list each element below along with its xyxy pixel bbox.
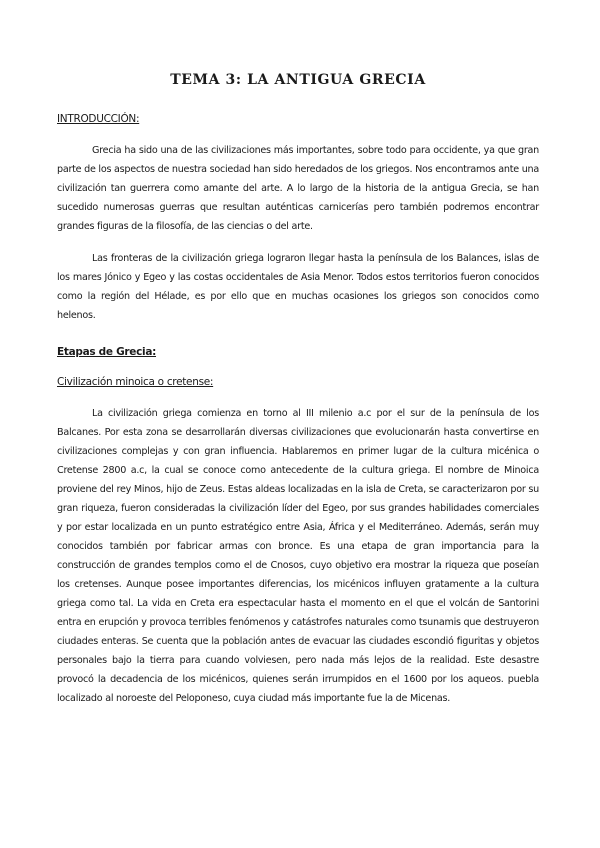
- intro-heading: INTRODUCCIÓN:: [57, 113, 140, 125]
- page-title: TEMA 3: LA ANTIGUA GRECIA: [170, 72, 426, 88]
- minoan-heading: Civilización minoica o cretense:: [57, 376, 214, 388]
- minoan-paragraph: La civilización griega comienza en torno al III milenio a.c por el sur de la península de los Balcanes. Por esta zona se desarrollarán diversas civilizaciones que evolucionarán hasta convertirse en civilizaciones complejas y con gran influencia. Hablaremos en primer lugar de la cultura micénica o Cretense 2800 a.c, la cual se conoce como antecedente de la cultura griega. El nombre de Minoica proviene del rey Minos, hijo de Zeus. Estas aldeas localizadas en la isla de Creta, se caracterizaron por su gran riqueza, fueron consideradas la civilización líder del Egeo, por sus grandes habilidades comerciales y por estar localizada en un punto estratégico entre Asia, África y el Mediterráneo. Además, serán muy conocidos también por fabricar armas con bronce. Es una etapa de gran importancia para la construcción de grandes templos como el de Cnosos, cuyo objetivo era mostrar la riqueza que poseían los cretenses. Aunque posee importantes diferencias, los micénicos influyen gratamente a la cultura griega como tal. La vida en Creta era espectacular hasta el momento en el que el volcán de Santorini entra en erupción y provoca terribles fenómenos y catástrofes naturales como tsunamis que destruyeron ciudades enteras. Se cuenta que la población antes de evacuar las ciudades escondió figuritas y objetos personales bajo la tierra para cuando volviesen, pero nada más lejos de la realidad. Este desastre provocó la decadencia de los micénicos, quienes serán irrumpidos en el 1600 por los aqueos. puebla localizado al noroeste del Peloponeso, cuya ciudad más importante fue la de Micenas.: [57, 408, 539, 704]
- intro-paragraph-1: Grecia ha sido una de las civilizaciones más importantes, sobre todo para occidente, ya que gran parte de los aspectos de nuestra sociedad han sido heredados de los griegos. Nos encontramos ante una civilización tan guerrera como amante del arte. A lo largo de la historia de la antigua Grecia, se han sucedido numerosas guerras que resultan auténticas carnicerías pero también podremos encontrar grandes figuras de la filosofía, de las ciencias o del arte.: [57, 145, 539, 232]
- intro-paragraph-2: Las fronteras de la civilización griega lograron llegar hasta la península de los Balances, islas de los mares Jónico y Egeo y las costas occidentales de Asia Menor. Todos estos territorios fueron conocidos como la región del Hélade, es por ello que en muchas ocasiones los griegos son conocidos como helenos.: [57, 253, 539, 321]
- stages-heading: Etapas de Grecia:: [57, 346, 157, 358]
